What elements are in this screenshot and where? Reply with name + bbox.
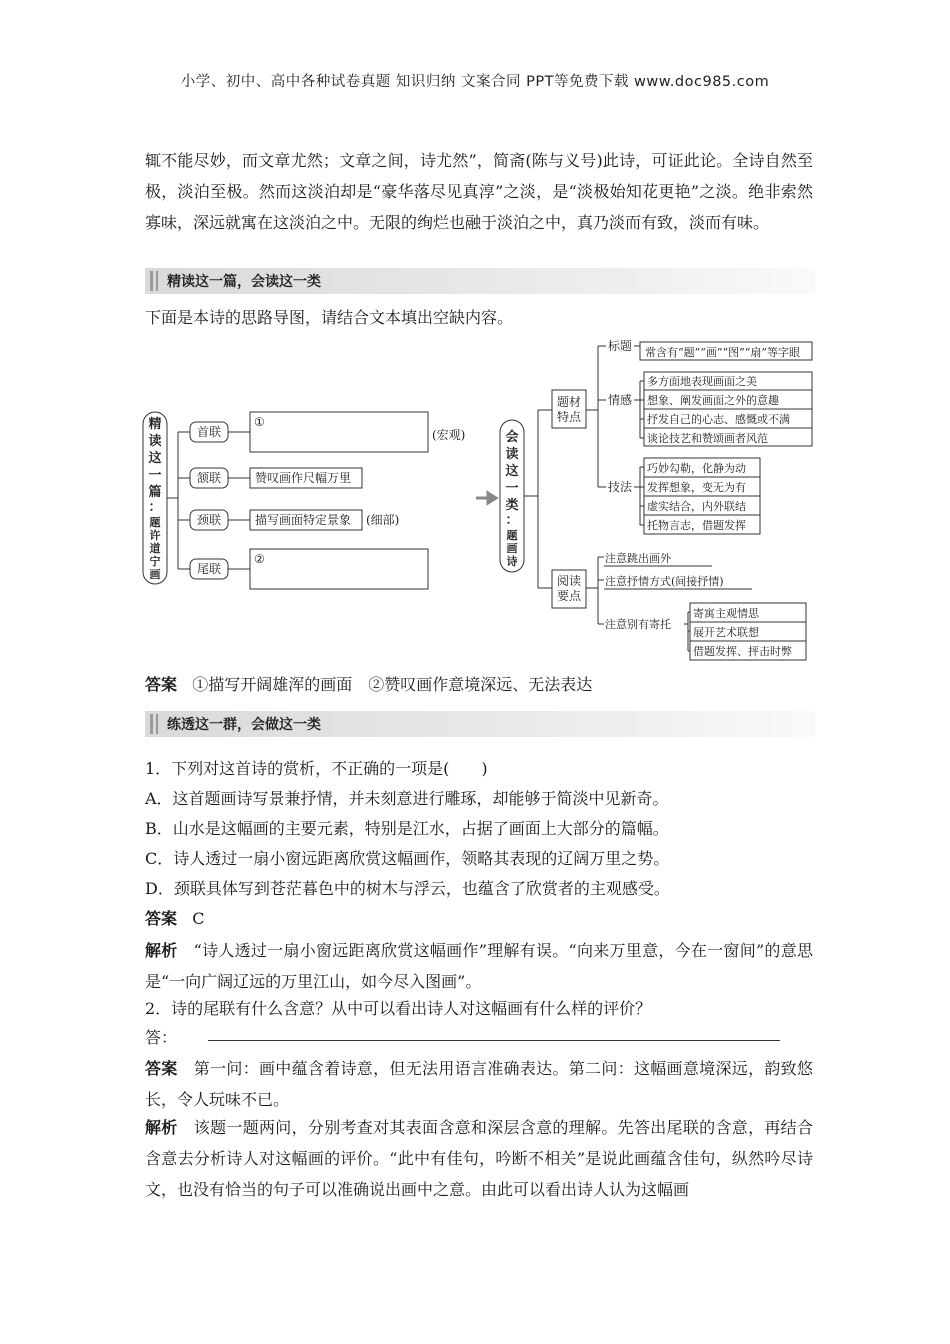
left-title-char: 读 xyxy=(148,434,162,449)
label-biaoti: 标题 xyxy=(608,339,633,353)
center-title-char: 一 xyxy=(505,481,519,496)
section-bar-practice xyxy=(145,711,815,737)
q1-answer-line xyxy=(145,906,205,932)
jituo-item: 借题发挥、抨击时弊 xyxy=(693,645,792,658)
q2-answer xyxy=(145,1053,813,1115)
center-title-char: ： xyxy=(505,513,519,528)
group-label-yuedu: 要点 xyxy=(556,589,582,603)
label-jifa: 技法 xyxy=(608,480,633,494)
reading-item: 注意抒情方式(间接抒情) xyxy=(605,575,724,588)
qinggan-item: 多方面地表现画面之美 xyxy=(647,375,757,388)
left-title-char: 许 xyxy=(149,529,161,542)
stage-label-weilian: 尾联 xyxy=(196,562,222,576)
left-title-char: 道 xyxy=(149,542,161,555)
answer-blank-line xyxy=(208,1040,780,1041)
stage-label-shoulian: 首联 xyxy=(196,425,222,439)
center-title-char: 读 xyxy=(505,447,519,462)
answer-label: 答案 xyxy=(145,909,178,928)
answer-1-line xyxy=(145,672,592,698)
mindmap-instruction: 下面是本诗的思路导图，请结合文本填出空缺内容。 xyxy=(145,308,514,327)
answer-label: 答案 xyxy=(145,675,178,694)
group-label-yuedu: 阅读 xyxy=(556,574,582,588)
section-bar-read xyxy=(145,268,815,294)
q1-answer: C xyxy=(192,909,205,928)
q2-analysis xyxy=(145,1112,813,1205)
left-title-char: 篇 xyxy=(148,485,162,500)
center-title-char: 诗 xyxy=(506,555,518,568)
reading-item: 注意别有寄托 xyxy=(605,618,671,631)
jifa-item: 发挥想象，变无为有 xyxy=(647,481,746,494)
q1-option-b: B．山水是这幅画的主要元素，特别是江水，占据了画面上大部分的篇幅。 xyxy=(145,819,669,838)
group-label-ticai: 题材 xyxy=(556,395,582,409)
blank-box-2 xyxy=(250,549,428,589)
left-title-char: 精 xyxy=(148,417,162,432)
note-xibu: (细部) xyxy=(366,513,400,527)
q1-analysis xyxy=(145,935,813,997)
q2-answer-prompt: 答： xyxy=(145,1028,178,1047)
blank-marker-1: ① xyxy=(254,415,265,429)
note-hongguan: (宏观) xyxy=(432,428,466,442)
intro-paragraph: 辄不能尽妙，而文章尤然；文章之间，诗尤然”，简斋(陈与义号)此诗，可证此论。全诗自然至极，淡泊至极。然而这淡泊却是“豪华落尽见真淳”之淡，是“淡极始知花更艳”之淡。绝非索然寡味，深远就寓在这淡泊之中。无限的绚烂也融于淡泊之中，真乃淡而有致，淡而有味。 xyxy=(145,151,813,232)
q1-stem: 1．下列对这首诗的赏析，不正确的一项是( ) xyxy=(145,759,488,778)
q2-analysis-text: 该题一题两问，分别考查对其表面含意和深层含意的理解。先答出尾联的含意，再结合含意去分析诗人对这幅画的评价。“此中有佳句，吟断不相关”是说此画蕴含佳句，纵然吟尽诗文，也没有恰当的句子可以准确说出画中之意。由此可以看出诗人认为这幅画 xyxy=(145,1118,813,1199)
qinggan-item: 想象、阐发画面之外的意趣 xyxy=(647,394,779,407)
center-title-char: 类 xyxy=(505,498,519,513)
q2-answer-text: 第一问：画中蕴含着诗意，但无法用语言准确表达。第二问：这幅画意境深远，韵致悠长，令人玩味不已。 xyxy=(145,1059,813,1109)
left-title-char: ： xyxy=(148,500,162,515)
answer-label: 答案 xyxy=(145,1059,178,1078)
reading-item: 注意跳出画外 xyxy=(605,552,671,565)
biaoti-item: 常含有“题”“画”“图”“扇”等字眼 xyxy=(645,346,800,359)
analysis-label: 解析 xyxy=(145,1118,178,1137)
left-title-char: 这 xyxy=(148,451,162,466)
group-label-ticai: 特点 xyxy=(556,410,582,424)
stage-label-hanlian: 颔联 xyxy=(196,471,222,485)
center-title-char: 画 xyxy=(506,542,518,555)
content-jinglian: 描写画面特定景象 xyxy=(255,513,352,527)
left-title-char: 一 xyxy=(148,468,162,483)
jituo-item: 寄寓主观情思 xyxy=(693,607,759,620)
q2-stem: 2．诗的尾联有什么含意？从中可以看出诗人对这幅画有什么样的评价？ xyxy=(145,999,652,1018)
section-title-practice: 练透这一群，会做这一类 xyxy=(167,717,321,733)
qinggan-item: 抒发自己的心志、感慨或不满 xyxy=(647,413,790,426)
left-title-char: 题 xyxy=(149,516,161,529)
blank-marker-2: ② xyxy=(254,552,265,566)
arrow-icon xyxy=(476,493,496,503)
center-title-char: 这 xyxy=(505,464,519,479)
blank-box-1 xyxy=(250,412,428,452)
jituo-item: 展开艺术联想 xyxy=(693,626,759,639)
stage-label-jinglian: 颈联 xyxy=(196,513,222,527)
q1-option-a: A．这首题画诗写景兼抒情，并未刻意进行雕琢，却能够于简淡中见新奇。 xyxy=(145,789,669,808)
q1-option-d: D．颈联具体写到苍茫暮色中的树木与浮云，也蕴含了欣赏者的主观感受。 xyxy=(145,879,670,898)
center-title-char: 会 xyxy=(505,430,519,445)
jifa-item: 托物言志，借题发挥 xyxy=(647,519,746,532)
left-title-char: 画 xyxy=(149,568,161,581)
qinggan-item: 谈论技艺和赞颂画者风范 xyxy=(647,432,768,445)
analysis-label: 解析 xyxy=(145,941,178,960)
jifa-item: 虚实结合，内外联结 xyxy=(647,500,746,513)
answer-1-text: ①描写开阔雄浑的画面 ②赞叹画作意境深远、无法表达 xyxy=(192,675,593,694)
jifa-item: 巧妙勾勒，化静为动 xyxy=(647,462,746,475)
q1-analysis-text: “诗人透过一扇小窗远距离欣赏这幅画作”理解有误。“向来万里意，今在一窗间”的意思是“一向广阔辽远的万里江山，如今尽入图画”。 xyxy=(145,941,813,991)
left-title-char: 宁 xyxy=(149,555,161,568)
page-header: 小学、初中、高中各种试卷真题 知识归纳 文案合同 PPT等免费下载 www.doc985.com xyxy=(180,74,770,90)
section-title-read: 精读这一篇，会读这一类 xyxy=(167,274,321,290)
label-qinggan: 情感 xyxy=(608,393,633,407)
center-title-char: 题 xyxy=(506,529,518,542)
mind-map xyxy=(0,330,950,670)
content-hanlian: 赞叹画作尺幅万里 xyxy=(255,471,352,485)
q1-option-c: C．诗人透过一扇小窗远距离欣赏这幅画作，领略其表现的辽阔万里之势。 xyxy=(145,849,670,868)
